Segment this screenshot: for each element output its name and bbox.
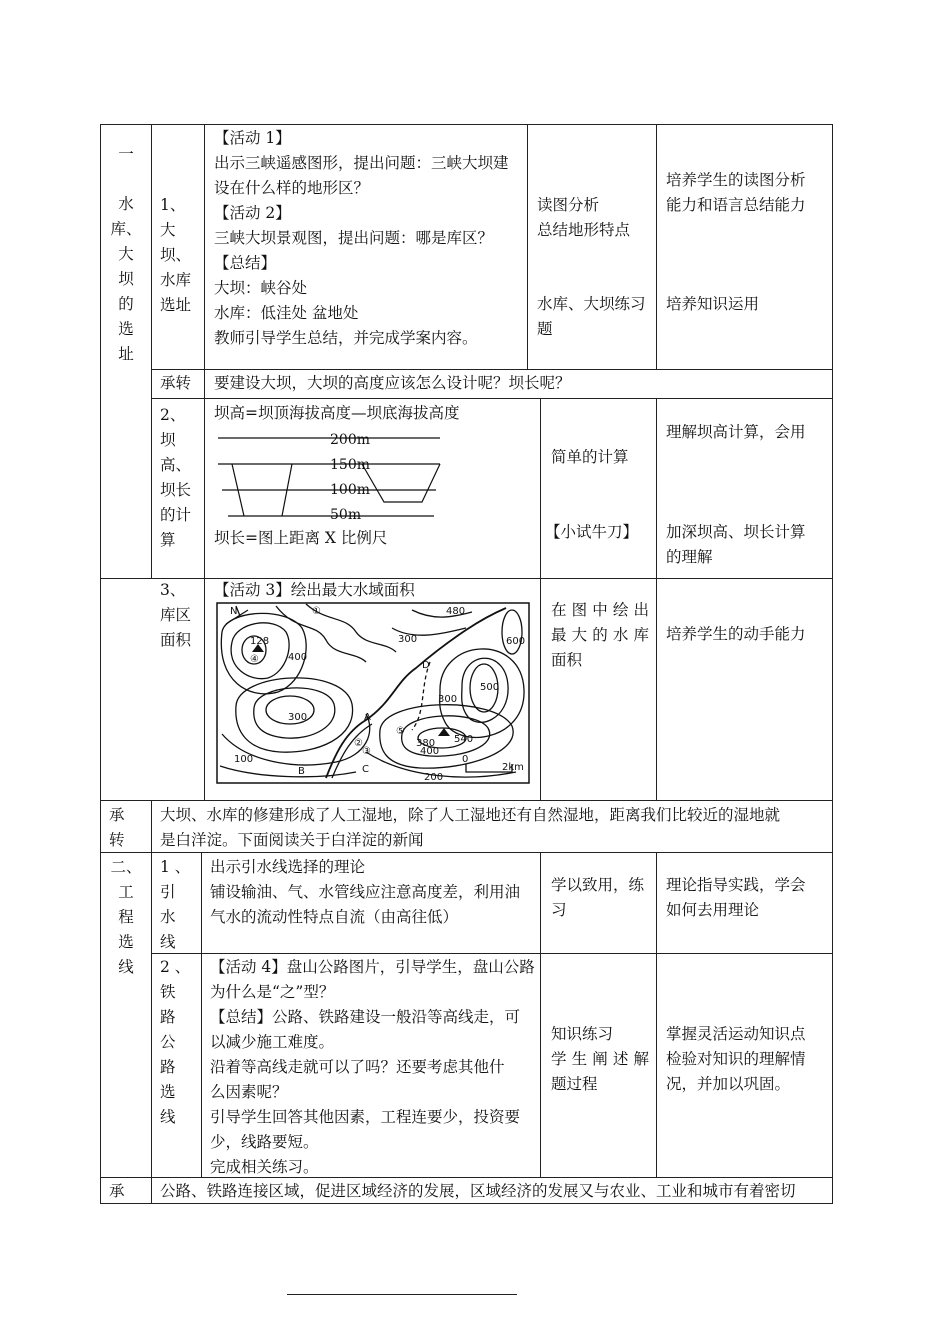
map-label: 300: [438, 694, 458, 705]
level-label: 150m: [330, 457, 370, 473]
dam-length-formula: 坝长=图上距离 X 比例尺: [214, 529, 388, 547]
section1-title-line: 水: [118, 195, 134, 213]
s2-item1-intent: 理论指导实践，学会 如何去用理论: [666, 876, 806, 919]
s2-item2-student: 知识练习 学生阐述解 题过程: [551, 1025, 649, 1093]
section1-title-line: 坝: [118, 270, 134, 288]
section1-title-line: 选: [118, 320, 134, 338]
activity1-heading: 【活动 1】: [214, 129, 291, 147]
section1-title-line: 址: [118, 345, 134, 363]
section1-label: [103, 142, 149, 367]
map-label: 540: [454, 734, 474, 745]
map-label: ①: [312, 606, 321, 617]
item2-intent-a: 理解坝高计算，会用: [666, 423, 806, 441]
map-label: 300: [398, 634, 418, 645]
s2-item2-content: 【活动 4】盘山公路图片，引导学生，盘山公路 为什么是“之”型？ 【总结】公路、铁路建设一般沿等高线走，可 以减少施工难度。 沿着等高线走就可以了吗？还要考虑其他什 么因素呢？ 引导学生回答其他因素，工程连要少，投资要 少，线路要短。 完成相关练习。: [210, 955, 538, 1180]
map-label: A: [364, 712, 371, 723]
map-label: 300: [288, 712, 308, 723]
dam-height-formula: 坝高=坝顶海拔高度—坝底海拔高度: [214, 404, 460, 422]
map-label: 200: [424, 772, 444, 783]
map-label: 400: [420, 746, 440, 757]
transition-label: 承转: [160, 374, 192, 392]
map-label: ④: [250, 654, 259, 665]
transition2-label: 承 转: [109, 806, 125, 849]
item1-intent-a: 培养学生的读图分析 能力和语言总结能力: [666, 171, 806, 214]
item2-student-b: 【小试牛刀】: [545, 523, 639, 541]
item2-student-a: 简单的计算: [551, 448, 629, 466]
map-label: ③: [362, 746, 371, 757]
map-label: 0: [462, 754, 469, 765]
activity3-text: 【活动 3】绘出最大水域面积: [214, 581, 415, 599]
transition3-text: 公路、铁路连接区域，促进区域经济的发展，区域经济的发展又与农业、工业和城市有着密切: [160, 1182, 796, 1200]
map-label: ⑤: [396, 726, 405, 737]
map-label: N: [230, 606, 238, 617]
item3-student: 在图中绘出 最大的水库 面积: [551, 601, 649, 669]
map-label: 500: [480, 682, 500, 693]
dam-section-diagram: [214, 428, 446, 528]
map-label: 480: [446, 606, 466, 617]
section2-label: 二、 工 程 选 线: [110, 858, 142, 976]
level-label: 100m: [330, 482, 370, 498]
section1-title-line: 库、: [110, 220, 142, 238]
map-label: B: [298, 766, 305, 777]
section1-title-line: 大: [118, 245, 134, 263]
activity2-heading: 【活动 2】: [214, 204, 291, 222]
section1-title-line: 的: [118, 295, 134, 313]
transition3-label: 承: [109, 1182, 125, 1200]
item3-label: 3、 库区 面积: [160, 581, 192, 649]
transition-text: 要建设大坝，大坝的高度应该怎么设计呢？坝长呢？: [214, 374, 571, 392]
map-label: ②: [354, 738, 363, 749]
map-label: 380: [416, 738, 436, 749]
item1-intent-b: 培养知识运用: [666, 295, 760, 313]
section1-number: 一: [118, 145, 134, 163]
s2-item2-label: 2 、 铁 路 公 路 选 线: [160, 958, 191, 1126]
map-label: 600: [506, 636, 526, 647]
item1-student-activity: 读图分析 总结地形特点: [537, 196, 631, 239]
s2-item1-content: 出示引水线选择的理论 铺设输油、气、水管线应注意高度差，利用油 气水的流动性特点自流（由高往低）: [210, 858, 521, 926]
transition2-text: 大坝、水库的修建形成了人工湿地，除了人工湿地还有自然湿地，距离我们比较近的湿地就 是白洋淀。下面阅读关于白洋淀的新闻: [160, 806, 781, 849]
map-label: 2km: [502, 762, 524, 773]
item1-label: 1、 大 坝、 水库 选址: [160, 196, 192, 314]
s2-item1-label: 1 、 引 水 线: [160, 858, 191, 951]
footer-rule: [287, 1294, 517, 1295]
item2-label: 2、 坝 高、 坝长 的计 算: [160, 406, 192, 549]
map-label: 100: [234, 754, 254, 765]
item1-content: 【活动 1】 出示三峡遥感图形，提出问题：三峡大坝建 设在什么样的地形区？ 【活动 2】 三峡大坝景观图，提出问题：哪是库区？ 【总结】 大坝：峡谷处 水库：低洼处 盆地处 教师引导学生总结，并完成学案内容。: [214, 126, 526, 351]
summary-heading: 【总结】: [214, 254, 277, 272]
map-label: 128: [250, 636, 270, 647]
item3-intent: 培养学生的动手能力: [666, 625, 806, 643]
map-label: 400: [288, 652, 308, 663]
item2-intent-b: 加深坝高、坝长计算 的理解: [666, 523, 806, 566]
map-label: C: [362, 764, 369, 775]
level-label: 200m: [330, 432, 370, 448]
item1-student-exercise: 水库、大坝练习 题: [537, 295, 646, 338]
map-label: D: [422, 660, 430, 671]
level-label: 50m: [330, 507, 362, 523]
s2-item1-student: 学以致用，练 习: [551, 876, 645, 919]
contour-map: [216, 602, 530, 784]
activity4-heading: 【活动 4】盘山公路图片，引导学生，盘山公路: [210, 958, 535, 976]
s2-item2-intent: 掌握灵活运动知识点 检验对知识的理解情 况，并加以巩固。: [666, 1025, 806, 1093]
